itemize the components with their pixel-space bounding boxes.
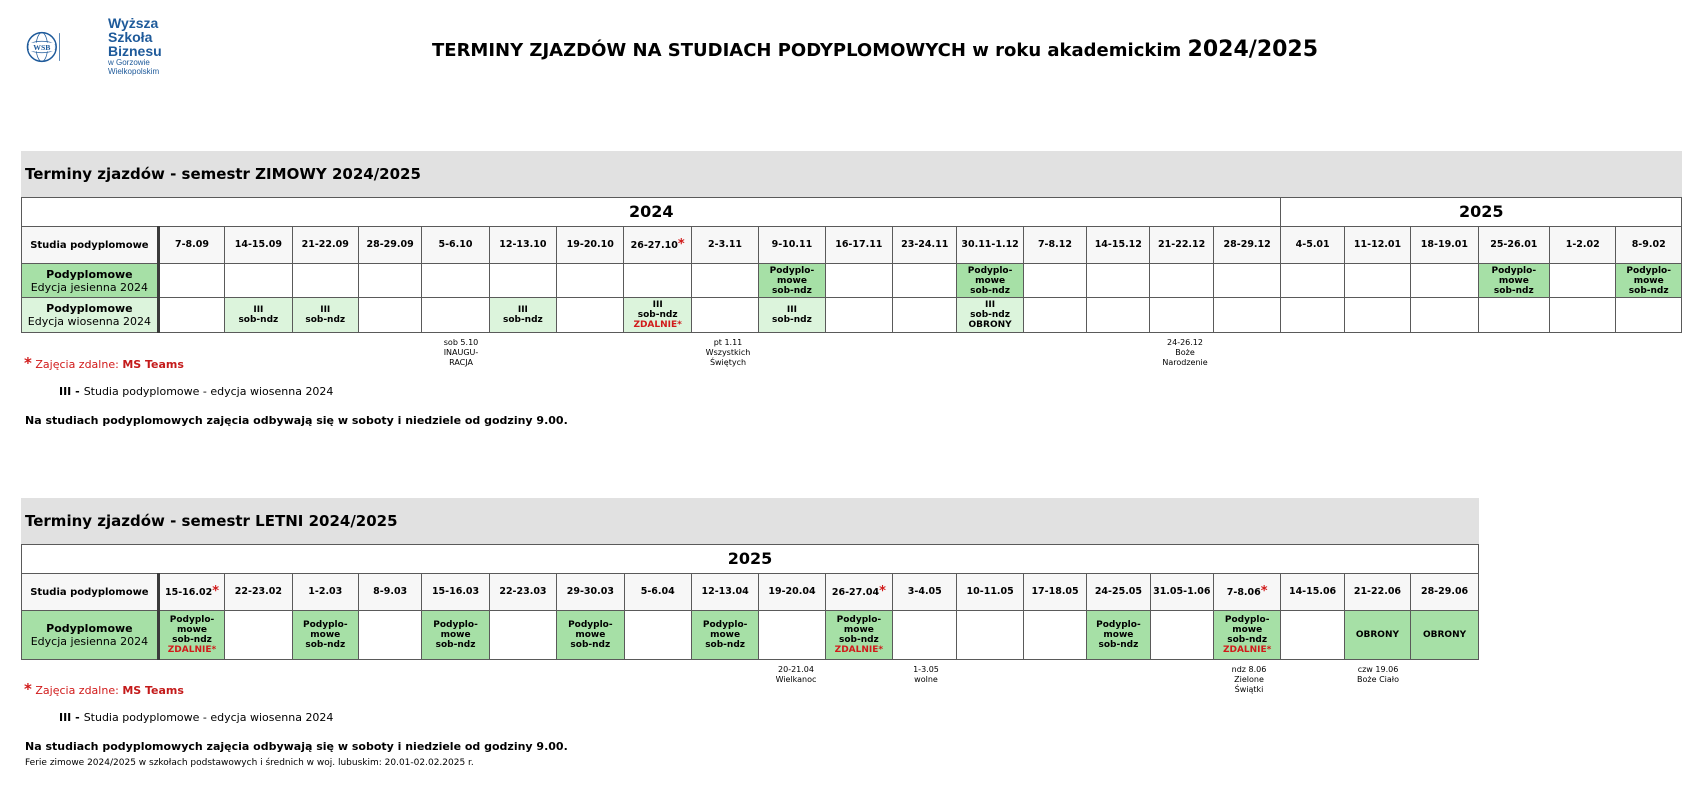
iii-label: III -: [59, 711, 80, 724]
winter-year-2025: 2025: [1281, 198, 1682, 227]
logo-line-5: Wielkopolskim: [108, 67, 160, 76]
iii-session-cell: III sob-ndz: [292, 298, 358, 333]
summer-date: 29-30.03: [557, 574, 624, 611]
summer-col-header: Studia podyplomowe: [22, 574, 159, 611]
remote-session-cell: [158, 611, 224, 660]
session-label: Podyplo- mowe sob-ndz: [836, 615, 882, 645]
summer-section-heading: Terminy zjazdów - semestr LETNI 2024/2025: [21, 498, 1479, 544]
iii-session-cell: III sob-ndz: [759, 298, 825, 333]
iii-remote-session-cell: [624, 298, 691, 333]
winter-date: 14-15.09: [225, 227, 292, 264]
defense-cell: OBRONY: [1344, 611, 1410, 660]
summer-date: 24-25.05: [1087, 574, 1150, 611]
session-cell: Podyplo- mowe sob-ndz: [957, 264, 1023, 298]
document-title-year: 2024/2025: [1187, 37, 1319, 62]
winter-date: 21-22.12: [1150, 227, 1213, 264]
summer-date: 31.05-1.06: [1150, 574, 1213, 611]
legend-label: Zajęcia zdalne:: [35, 358, 119, 371]
winter-date: 19-20.10: [557, 227, 624, 264]
winter-date: 4-5.01: [1281, 227, 1344, 264]
logo-line-1: Wyższa: [108, 15, 159, 31]
winter-row-spring-edition: [22, 298, 159, 333]
remote-label: ZDALNIE*: [1222, 645, 1272, 655]
summer-date: 21-22.06: [1344, 574, 1410, 611]
summer-row-autumn-edition: [22, 611, 159, 660]
winter-date: 8-9.02: [1616, 227, 1682, 264]
summer-legend-remote: [24, 680, 184, 698]
logo-emblem-text: WSB: [33, 42, 51, 52]
summer-legend-iii: [59, 711, 333, 724]
remote-star: *: [879, 583, 886, 599]
winter-date-label: 26-27.10: [630, 239, 678, 251]
winter-date-remote: [624, 227, 691, 264]
legend-value: MS Teams: [122, 358, 184, 371]
winter-section-heading: Terminy zjazdów - semestr ZIMOWY 2024/2025: [21, 151, 1682, 197]
note-inauguration: sob 5.10 INAUGU- RACJA: [443, 338, 479, 367]
summer-date: 3-4.05: [893, 574, 957, 611]
session-cell: Podyplo- mowe sob-ndz: [1616, 264, 1682, 298]
iii-session-label: III sob-ndz: [637, 300, 678, 320]
remote-star: *: [24, 354, 32, 372]
row-subtitle: Edycja jesienna 2024: [30, 635, 149, 648]
row-title: Podyplomowe: [46, 267, 133, 281]
summer-date-remote: [1213, 574, 1280, 611]
summer-schedule-table: [21, 544, 1479, 660]
session-label: Podyplo- mowe sob-ndz: [169, 615, 215, 645]
session-cell: Podyplo- mowe sob-ndz: [691, 611, 758, 660]
remote-session-cell: [1213, 611, 1280, 660]
winter-date: 12-13.10: [489, 227, 556, 264]
defense-cell: OBRONY: [1411, 611, 1479, 660]
session-cell: Podyplo- mowe sob-ndz: [422, 611, 489, 660]
winter-date: 28-29.12: [1213, 227, 1281, 264]
remote-label: ZDALNIE*: [633, 320, 682, 330]
winter-date: 23-24.11: [893, 227, 957, 264]
remote-star: *: [212, 583, 220, 599]
winter-date: 7-8.12: [1023, 227, 1086, 264]
iii-session-cell: III sob-ndz: [489, 298, 556, 333]
session-cell: Podyplo- mowe sob-ndz: [1478, 264, 1549, 298]
summer-date-remote: [158, 574, 224, 611]
summer-date-label: 7-8.06: [1226, 586, 1261, 598]
row-title: Podyplomowe: [46, 302, 133, 315]
iii-description: Studia podyplomowe - edycja wiosenna 2024: [83, 385, 334, 398]
session-cell: Podyplo- mowe sob-ndz: [1087, 611, 1150, 660]
note-christmas: 24-26.12 Boże Narodzenie: [1162, 338, 1208, 367]
remote-star: *: [1260, 583, 1268, 599]
winter-schedule-table: [21, 197, 1682, 333]
note-pentecost: ndz 8.06 Zielone Świątki: [1231, 665, 1267, 694]
summer-date-label: 26-27.04: [831, 586, 880, 598]
summer-date: 1-2.03: [292, 574, 358, 611]
session-cell: Podyplo- mowe sob-ndz: [557, 611, 624, 660]
document-title: [432, 37, 1318, 62]
winter-row-autumn-edition: [22, 264, 159, 298]
summer-date: 10-11.05: [957, 574, 1023, 611]
remote-star: *: [677, 236, 685, 252]
summer-date: 14-15.06: [1281, 574, 1344, 611]
winter-date: 21-22.09: [292, 227, 358, 264]
remote-label: ZDALNIE*: [167, 645, 217, 655]
winter-date: 14-15.12: [1087, 227, 1150, 264]
winter-date: 1-2.02: [1550, 227, 1616, 264]
row-title: Podyplomowe: [46, 622, 133, 635]
remote-session-cell: [825, 611, 892, 660]
summer-info-line: Na studiach podyplomowych zajęcia odbywają się w soboty i niedziele od godziny 9.00.: [25, 740, 568, 753]
summer-date-remote: [825, 574, 892, 611]
winter-date: 16-17.11: [825, 227, 892, 264]
winter-date: 18-19.01: [1411, 227, 1478, 264]
summer-date: 12-13.04: [691, 574, 758, 611]
winter-date: 7-8.09: [158, 227, 224, 264]
winter-legend-remote: [24, 354, 184, 372]
winter-date: 11-12.01: [1344, 227, 1410, 264]
session-label: Podyplo- mowe sob-ndz: [1224, 615, 1270, 645]
remote-star: *: [24, 680, 32, 698]
summer-date: 17-18.05: [1023, 574, 1086, 611]
summer-date: 19-20.04: [759, 574, 825, 611]
row-subtitle: Edycja wiosenna 2024: [27, 315, 152, 328]
summer-date: 8-9.03: [358, 574, 421, 611]
summer-year-2025: 2025: [22, 545, 1479, 574]
winter-break-note: Ferie zimowe 2024/2025 w szkołach podstawowych i średnich w woj. lubuskim: 20.01-02.02.2025 r.: [25, 758, 474, 768]
summer-date: 28-29.06: [1411, 574, 1479, 611]
defense-label: OBRONY: [968, 320, 1012, 330]
iii-description: Studia podyplomowe - edycja wiosenna 2024: [83, 711, 334, 724]
summer-date-label: 15-16.02: [164, 586, 213, 598]
winter-date: 9-10.11: [759, 227, 825, 264]
logo-line-2: Szkoła: [108, 29, 153, 45]
note-may-holiday: 1-3.05 wolne: [913, 665, 939, 684]
iii-session-label: III sob-ndz: [970, 300, 1010, 320]
winter-year-2024: 2024: [22, 198, 1281, 227]
winter-date: 2-3.11: [691, 227, 758, 264]
winter-info-line: Na studiach podyplomowych zajęcia odbywają się w soboty i niedziele od godziny 9.00.: [25, 414, 568, 427]
winter-date: 30.11-1.12: [957, 227, 1023, 264]
summer-date: 22-23.02: [225, 574, 292, 611]
session-cell: Podyplo- mowe sob-ndz: [759, 264, 825, 298]
logo-line-4: w Gorzowie: [108, 58, 150, 67]
summer-date: 5-6.04: [624, 574, 691, 611]
wsb-logo-emblem: [26, 14, 98, 80]
note-all-saints: pt 1.11 Wszystkich Świętych: [705, 338, 751, 367]
remote-label: ZDALNIE*: [834, 645, 884, 655]
legend-value: MS Teams: [122, 684, 184, 697]
winter-col-header: Studia podyplomowe: [22, 227, 159, 264]
winter-date: 25-26.01: [1478, 227, 1549, 264]
winter-date: 28-29.09: [358, 227, 421, 264]
document-title-main: TERMINY ZJAZDÓW NA STUDIACH PODYPLOMOWYCH w roku akademickim: [432, 40, 1182, 61]
winter-legend-iii: [59, 385, 333, 398]
iii-defense-session-cell: [957, 298, 1023, 333]
iii-label: III -: [59, 385, 80, 398]
row-subtitle: Edycja jesienna 2024: [30, 280, 149, 294]
legend-label: Zajęcia zdalne:: [35, 684, 119, 697]
logo-text: [108, 16, 162, 76]
note-corpus-christi: czw 19.06 Boże Ciało: [1357, 665, 1399, 684]
winter-date: 5-6.10: [422, 227, 489, 264]
session-cell: Podyplo- mowe sob-ndz: [292, 611, 358, 660]
summer-date: 15-16.03: [422, 574, 489, 611]
iii-session-cell: III sob-ndz: [225, 298, 292, 333]
logo-line-3: Biznesu: [108, 43, 162, 59]
note-easter: 20-21.04 Wielkanoc: [775, 665, 817, 684]
summer-date: 22-23.03: [489, 574, 556, 611]
